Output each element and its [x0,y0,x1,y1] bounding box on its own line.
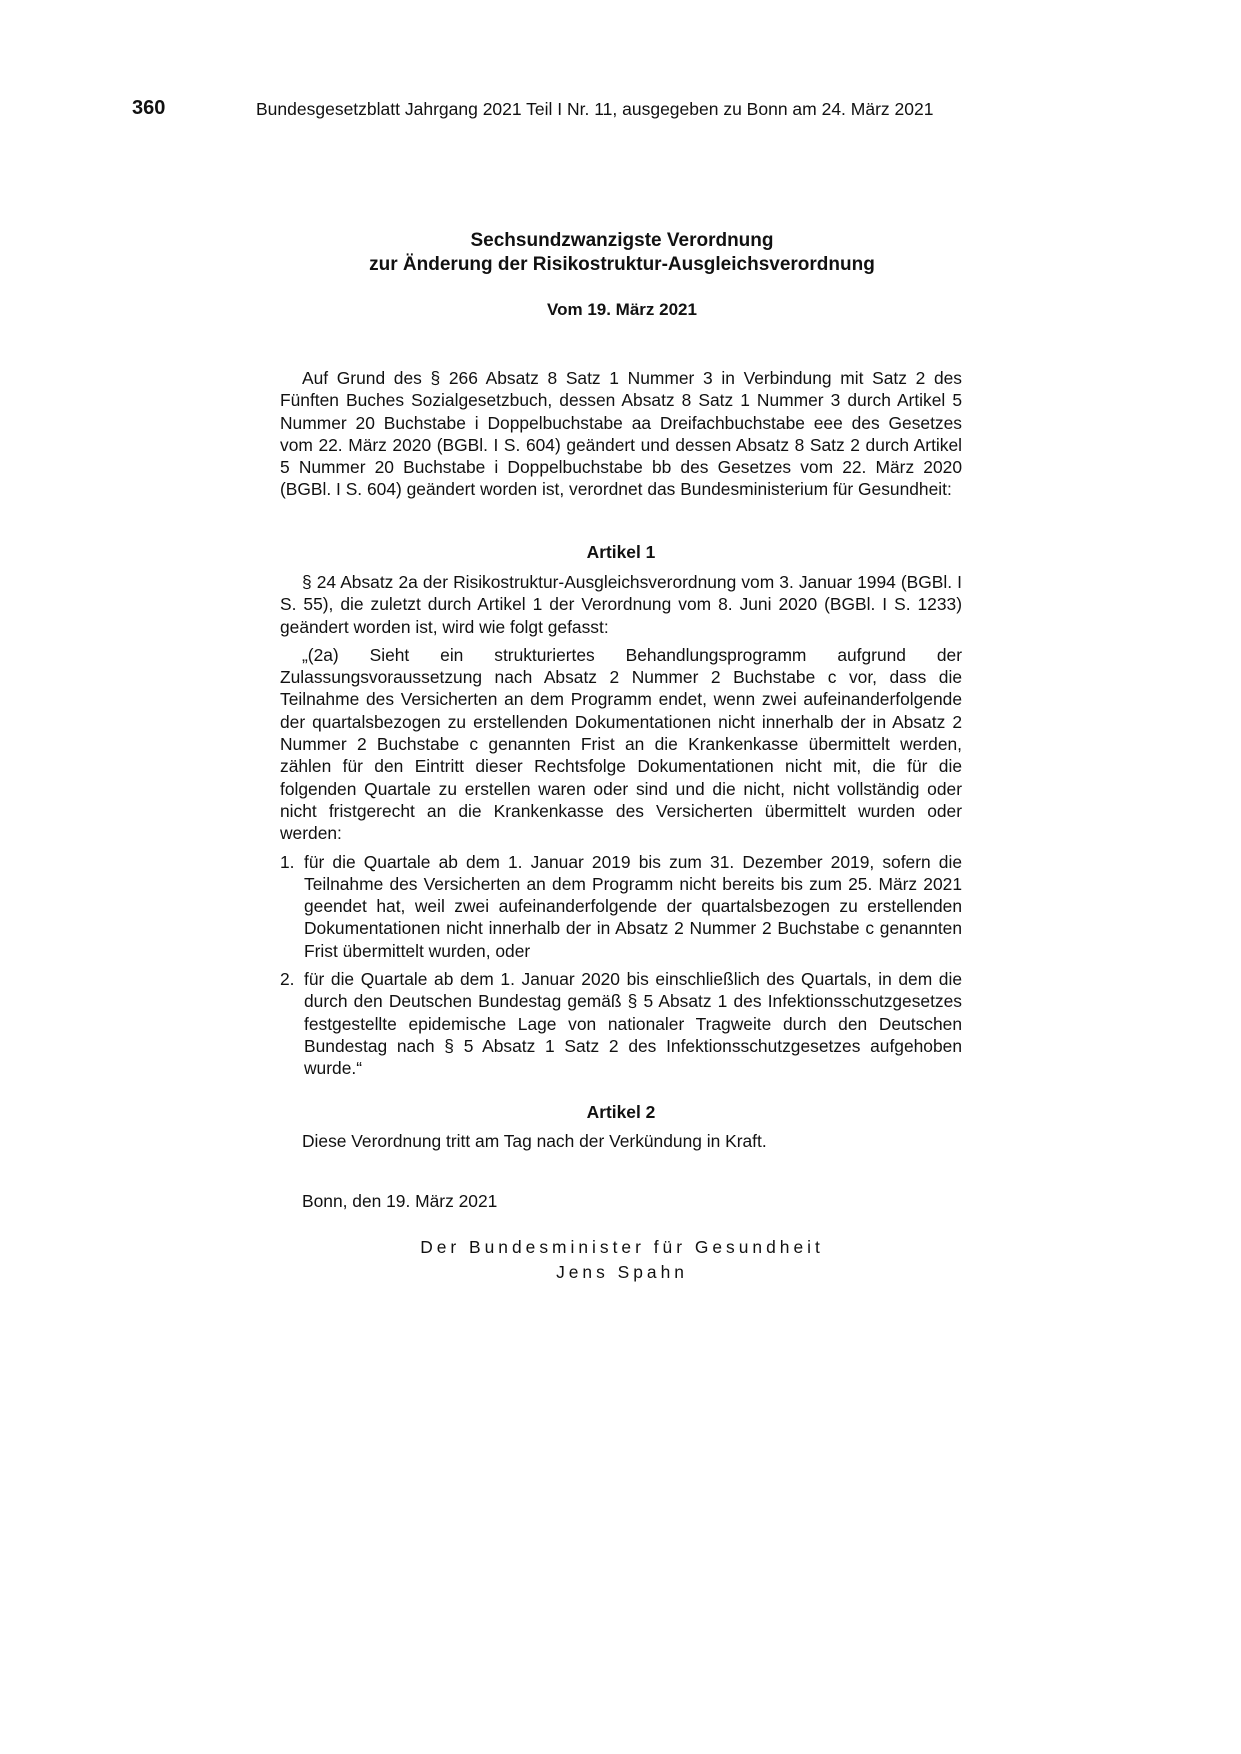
preamble-text: Auf Grund des § 266 Absatz 8 Satz 1 Nummer 3 in Verbindung mit Satz 2 des Fünften Buches Sozialgesetzbuch, dessen Absatz 8 Satz 1 Nummer 3 durch Artikel 5 Nummer 20 Buchstabe i Doppelbuchstabe aa Dreifachbuchstabe eee des Gesetzes vom 22. März 2020 (BGBl. I S. 604) geändert und dessen Absatz 8 Satz 2 durch Artikel 5 Nummer 20 Buchstabe i Doppelbuchstabe bb des Gesetzes vom 22. März 2020 (BGBl. I S. 604) geändert worden ist, verordnet das Bundesministerium für Gesundheit: [280,368,962,500]
list-item [280,968,962,1079]
page-header [132,97,997,127]
list-item-text: für die Quartale ab dem 1. Januar 2019 bis zum 31. Dezember 2019, sofern die Teilnahme des Versicherten an dem Programm nicht bereits bis zum 25. März 2021 geendet hat, weil zwei aufeinanderfolgende der quartalsbezogen zu erstellenden Dokumentationen nicht innerhalb der in Absatz 2 Nummer 2 Buchstabe c genannten Frist übermittelt wurden, oder [304,851,962,961]
list-item-text: für die Quartale ab dem 1. Januar 2020 bis einschließlich des Quartals, in dem die durch den Deutschen Bundestag gemäß § 5 Absatz 1 des Infektionsschutzgesetzes festgestellte epidemische Lage von nationaler Tragweite durch den Deutschen Bundestag nach § 5 Absatz 1 Satz 2 des Infektionsschutzgesetzes aufgehoben wurde.“ [304,969,962,1079]
place-date [280,1190,962,1212]
article-2-heading: Artikel 2 [586,1102,656,1122]
preamble [280,367,962,501]
place-date-text: Bonn, den 19. März 2021 [302,1191,498,1211]
list-item [280,851,962,962]
list-item-number: 2. [280,969,295,990]
article-1-body [280,571,962,1080]
list-item-number: 1. [280,851,295,872]
title-line-2: zur Änderung der Risikostruktur-Ausgleichsverordnung [369,254,875,275]
article-1-quote: „(2a) Sieht ein strukturiertes Behandlungsprogramm aufgrund der Zulassungsvoraussetzung nach Absatz 2 Nummer 2 Buchstabe c vor, dass die Teilnahme des Versicherten an dem Programm endet, wenn zwei aufeinanderfolgende der quartalsbezogen zu erstellenden Dokumentationen nicht innerhalb der in Absatz 2 Nummer 2 Buchstabe c genannten Frist an die Krankenkasse übermittelt werden, zählen für den Eintritt dieser Rechtsfolge Dokumentationen nicht mit, die für die folgenden Quartale zu erstellen waren oder sind und die nicht, nicht vollständig oder nicht fristgerecht an die Krankenkasse des Versicherten übermittelt wurden oder werden: [280,644,962,844]
signatory-name: Jens Spahn [556,1262,688,1282]
article-1-heading: Artikel 1 [586,542,656,562]
article-1-intro: § 24 Absatz 2a der Risikostruktur-Ausgleichsverordnung vom 3. Januar 1994 (BGBl. I S. 55), die zuletzt durch Artikel 1 der Verordnung vom 8. Juni 2020 (BGBl. I S. 1233) geändert worden ist, wird wie folgt gefasst: [280,572,962,637]
article-2-body [280,1130,962,1152]
title-line-1: Sechsundzwanzigste Verordnung [470,230,774,251]
article-2-text: Diese Verordnung tritt am Tag nach der Verkündung in Kraft. [302,1131,767,1151]
signatory-title: Der Bundesminister für Gesundheit [420,1237,824,1257]
running-head: Bundesgesetzblatt Jahrgang 2021 Teil I Nr. 11, ausgegeben zu Bonn am 24. März 2021 [256,99,934,119]
document-title [262,229,982,277]
document-date: Vom 19. März 2021 [547,300,697,319]
page-number: 360 [132,97,166,119]
